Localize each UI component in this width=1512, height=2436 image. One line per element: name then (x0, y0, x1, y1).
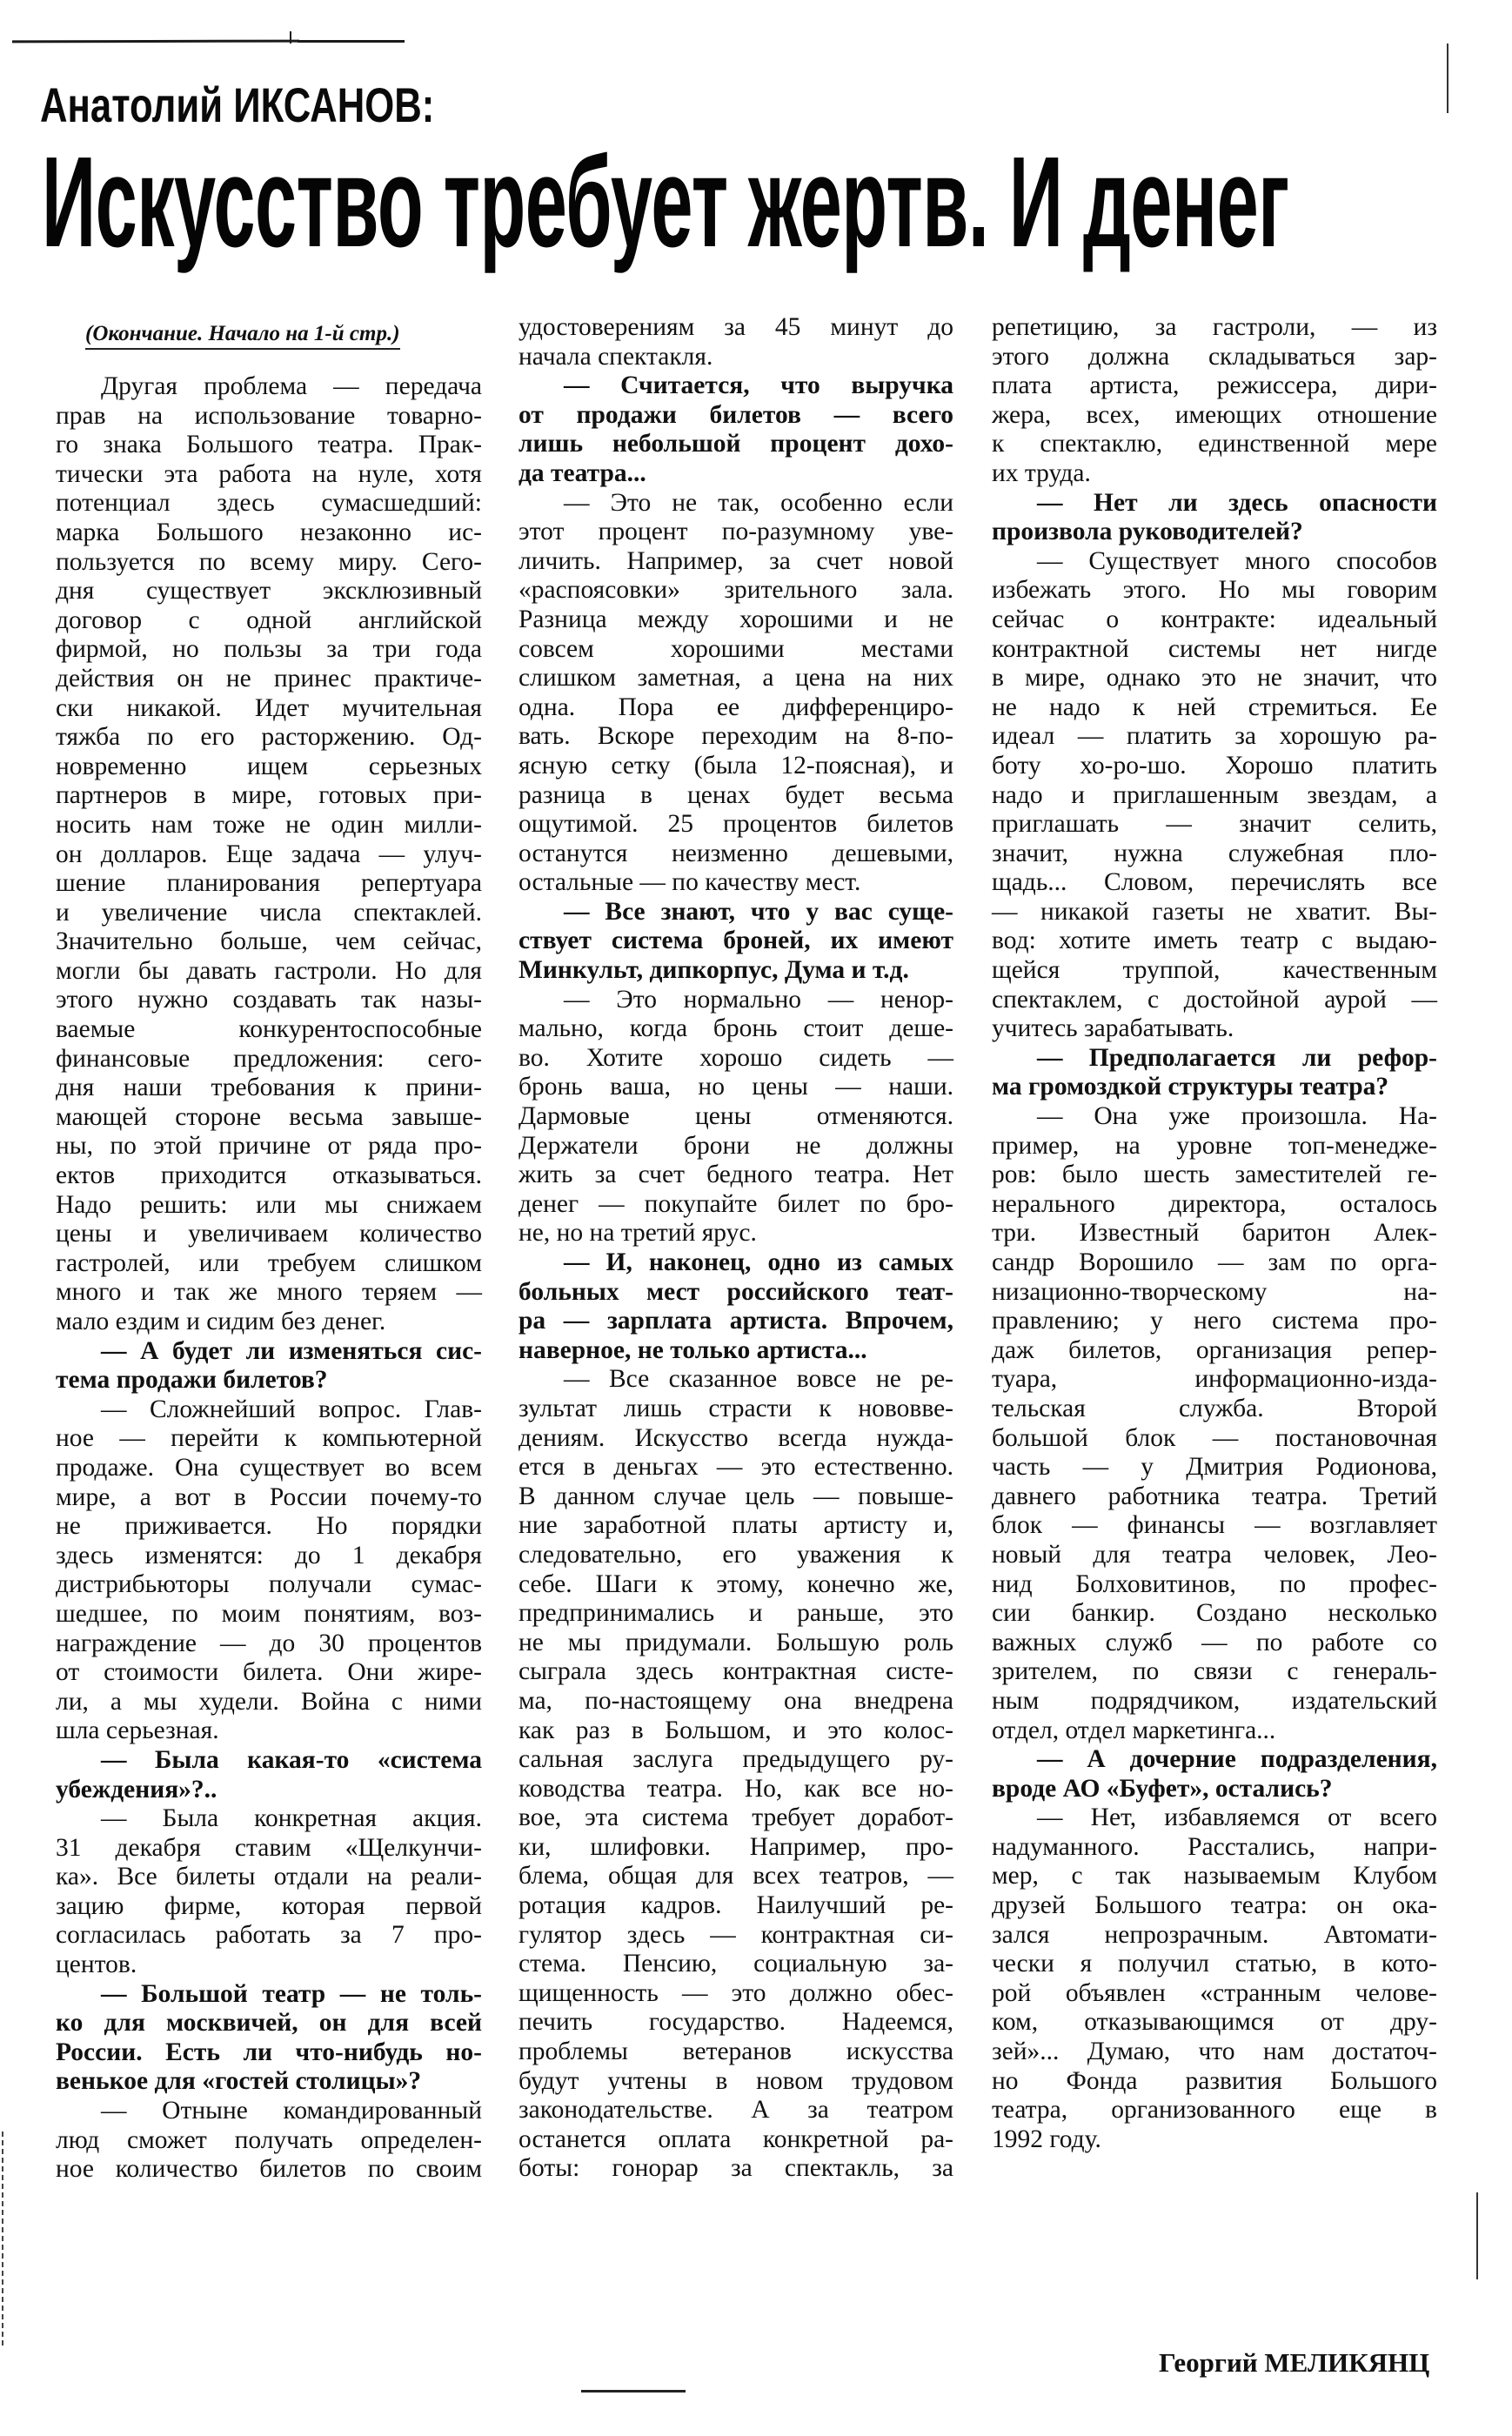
text-line: блема, общая для всех театров, — (518, 1862, 953, 1891)
interview-answer (992, 1804, 1437, 2154)
text-line: не, но на третий ярус. (518, 1219, 757, 1248)
text-line: ко для москвичей, он для всей (56, 2009, 482, 2038)
text-line: тема продажи билетов? (56, 1366, 328, 1395)
text-line: цены и увеличиваем количество (56, 1220, 482, 1248)
interview-answer (992, 547, 1437, 1044)
interview-answer (992, 313, 1437, 489)
text-line: продаже. Она существует во всем (56, 1453, 482, 1482)
text-line: России. Есть ли что-нибудь но- (56, 2038, 482, 2066)
interviewee-name: Анатолий ИКСАНОВ: (40, 77, 435, 132)
text-line: но Фонда развития Большого (992, 2066, 1437, 2095)
text-line: «распоясовки» зрительного зала. (518, 576, 953, 605)
text-line: — Нет, избавляемся от всего (1037, 1804, 1437, 1832)
text-line: вое, эта система требует доработ- (518, 1804, 953, 1832)
text-line: начала спектакля. (518, 342, 713, 371)
text-line: Другая проблема — передача (101, 372, 482, 400)
text-line: театра, организованного еще в (992, 2096, 1437, 2125)
text-line: го знака Большого театра. Прак- (56, 431, 482, 459)
text-line: ние заработной платы артисту и, (518, 1511, 953, 1540)
text-line: убеждения»?.. (56, 1775, 217, 1804)
text-line: в мире, однако это не значит, что (992, 664, 1437, 693)
text-line: пользуется по всему миру. Сего- (56, 547, 482, 576)
text-line: не надо к ней стремиться. Ее (992, 693, 1437, 721)
text-line: сальная заслуга предыдущего ру- (518, 1745, 953, 1774)
text-line: лишь небольшой процент дохо- (518, 430, 953, 458)
text-line: законодательстве. А за театром (518, 2096, 953, 2125)
text-line: Держатели брони не должны (518, 1131, 953, 1160)
text-line: жить за счет бедного театра. Нет (518, 1161, 953, 1189)
text-line: низационно-творческому на- (992, 1277, 1437, 1306)
text-line: ма, по-настоящему она внедрена (518, 1686, 953, 1715)
text-line: финансовые предложения: сего- (56, 1044, 482, 1073)
text-line: люд сможет получать определен- (56, 2125, 482, 2154)
text-line: ны, по этой причине от ряда про- (56, 1132, 482, 1161)
text-line: останутся неизменно дешевыми, (518, 839, 953, 867)
text-line: — Отныне командированный (101, 2097, 482, 2125)
text-line: боту хо-ро-шо. Хорошо платить (992, 751, 1437, 780)
text-line: ротация кадров. Наилучший ре- (518, 1891, 953, 1920)
text-line: — Все знают, что у вас суще- (564, 897, 953, 926)
right-frame-line-bottom (1476, 2192, 1478, 2279)
text-line: мало ездим и сидим без денег. (56, 1308, 386, 1335)
text-line: к спектаклю, единственной мере (992, 430, 1437, 458)
text-line: нид Болховитинов, по профес- (992, 1569, 1437, 1598)
text-line: действия он не принес практиче- (56, 664, 482, 693)
top-rule-right (298, 40, 405, 43)
text-line: — И, наконец, одно из самых (564, 1248, 953, 1276)
text-line: — Считается, что выручка (564, 371, 953, 400)
text-line: учитесь зарабатывать. (992, 1014, 1234, 1043)
interview-answer (992, 1102, 1437, 1745)
text-line: важных служб — по работе со (992, 1628, 1437, 1656)
text-line: останется оплата конкретной ра- (518, 2125, 953, 2153)
text-line: — А дочерние подразделения, (1037, 1745, 1437, 1774)
text-line: щейся труппой, качественным (992, 956, 1437, 985)
text-line: контрактной системы нет нигде (992, 634, 1437, 663)
text-line: предпринимались и раньше, это (518, 1599, 953, 1628)
text-line: жера, всех, имеющих отношение (992, 400, 1437, 429)
text-line: Дармовые цены отменяются. (518, 1102, 953, 1131)
text-line: ра — зарплата артиста. Впрочем, (518, 1307, 953, 1335)
text-line: ясную сетку (была 12-поясная), и (518, 751, 953, 780)
text-line: бронь ваша, но цены — наши. (518, 1073, 953, 1101)
interview-question (992, 489, 1437, 547)
article-column-1 (56, 372, 482, 2185)
text-line: ски никакой. Идет мучительная (56, 693, 482, 722)
text-line: остальные — по качеству мест. (518, 868, 861, 897)
text-line: дня существует эксклюзивный (56, 577, 482, 606)
text-line: гастролей, или требуем слишком (56, 1248, 482, 1277)
text-line: правлению; у него система про- (992, 1307, 1437, 1335)
right-frame-line (1447, 44, 1448, 113)
text-line: вод: хотите иметь театр с выдаю- (992, 927, 1437, 955)
text-line: вроде АО «Буфет», остались? (992, 1774, 1333, 1803)
interview-question (518, 898, 953, 986)
text-line: избежать этого. Но мы говорим (992, 576, 1437, 605)
interview-question (992, 1044, 1437, 1102)
interview-answer (56, 1395, 482, 1746)
text-line: сии банкир. Создано несколько (992, 1599, 1437, 1628)
text-line: даж билетов, организация репер- (992, 1335, 1437, 1364)
text-line: денег — покупайте билет по бро- (518, 1189, 953, 1218)
text-line: слишком заметная, а цена на них (518, 664, 953, 693)
text-line: ров: было шесть заместителей ге- (992, 1161, 1437, 1189)
text-line: мающей стороне весьма завыше- (56, 1102, 482, 1131)
text-line: — Предполагается ли рефор- (1037, 1043, 1437, 1072)
text-line: ствует система броней, их имеют (518, 927, 953, 955)
text-line: значит, нужна служебная пло- (992, 839, 1437, 867)
interview-answer (518, 1365, 953, 2184)
text-line: Разница между хорошими и не (518, 605, 953, 633)
interview-question (518, 1248, 953, 1365)
interview-answer (518, 313, 953, 371)
text-line: как раз в Большом, и это колос- (518, 1716, 953, 1744)
left-frame-line (2, 2132, 3, 2349)
interview-answer (518, 489, 953, 898)
text-line: этого нужно создавать так назы- (56, 986, 482, 1014)
text-line: спектаклем, с достойной аурой — (992, 985, 1437, 1014)
text-line: сандр Ворошило — зам по орга- (992, 1248, 1437, 1276)
text-line: — Нет ли здесь опасности (1037, 488, 1437, 517)
text-line: надо и приглашенным звездам, а (992, 780, 1437, 809)
text-line: идеал — платить за хорошую ра- (992, 722, 1437, 751)
top-rule-tick (290, 31, 291, 44)
text-line: вать. Вскоре переходим на 8-по- (518, 722, 953, 751)
text-line: больных мест российского теат- (518, 1277, 953, 1306)
text-line: да театра... (518, 458, 646, 487)
text-line: ным подрядчиком, издательский (992, 1686, 1437, 1715)
text-line: нерального директора, осталось (992, 1189, 1437, 1218)
text-line: печить государство. Надеемся, (518, 2008, 953, 2037)
text-line: приглашать — значит селить, (992, 810, 1437, 839)
article-column-3 (992, 313, 1437, 2154)
text-line: прав на использование товарно- (56, 401, 482, 430)
text-line: следовательно, его уважения к (518, 1540, 953, 1569)
text-line: Надо решить: или мы снижаем (56, 1190, 482, 1219)
top-rule (12, 40, 299, 44)
text-line: зультат лишь страсти к нововве- (518, 1394, 953, 1422)
text-line: — А будет ли изменяться сис- (101, 1336, 482, 1365)
text-line: здесь изменятся: до 1 декабря (56, 1541, 482, 1569)
text-line: себе. Шаги к этому, конечно же, (518, 1569, 953, 1598)
text-line: Значительно больше, чем сейчас, (56, 927, 482, 956)
text-line: договор с одной английской (56, 606, 482, 634)
text-line: удостоверениям за 45 минут до (518, 313, 953, 341)
text-line: сейчас о контракте: идеальный (992, 605, 1437, 633)
text-line: — Она уже произошла. На- (1037, 1102, 1437, 1131)
text-line: зрителем, по связи с генераль- (992, 1657, 1437, 1686)
text-line: — Была конкретная акция. (101, 1804, 482, 1833)
text-line: зей»... Думаю, что нам достаточ- (992, 2038, 1437, 2066)
text-line: совсем хорошими местами (518, 634, 953, 663)
text-line: пример, на уровне топ-менедже- (992, 1131, 1437, 1160)
text-line: новременно ищем серьезных (56, 752, 482, 780)
author-signature: Георгий МЕЛИКЯНЦ (1159, 2347, 1430, 2378)
text-line: ли, а мы худели. Война с ними (56, 1687, 482, 1716)
text-line: личить. Например, за счет новой (518, 546, 953, 575)
text-line: друзей Большого театра: он ока- (992, 1891, 1437, 1920)
text-line: и увеличение числа спектаклей. (56, 898, 482, 927)
text-line: ощутимой. 25 процентов билетов (518, 810, 953, 839)
text-line: не мы придумали. Большую роль (518, 1628, 953, 1656)
text-line: ки, шлифовки. Например, про- (518, 1832, 953, 1861)
interview-question (56, 1337, 482, 1395)
text-line: — Была какая-то «система (101, 1745, 482, 1774)
text-line: ма громоздкой структуры театра? (992, 1073, 1389, 1101)
text-line: центов. (56, 1951, 137, 1979)
text-line: не приживается. Но порядки (56, 1512, 482, 1541)
text-line: три. Известный баритон Алек- (992, 1219, 1437, 1248)
text-line: 31 декабря ставим «Щелкунчи- (56, 1833, 482, 1862)
text-line: от продажи билетов — всего (518, 400, 953, 429)
text-line: этого должна складываться зар- (992, 342, 1437, 371)
text-line: ководства театра. Но, как все но- (518, 1774, 953, 1803)
text-line: плата артиста, режиссера, дири- (992, 371, 1437, 400)
text-line: блок — финансы — возглавляет (992, 1511, 1437, 1540)
text-line: ное количество билетов по своим (56, 2155, 482, 2184)
interview-answer (56, 1804, 482, 1980)
text-line: гулятор здесь — контрактная си- (518, 1920, 953, 1949)
text-line: — Все сказанное вовсе не ре- (564, 1365, 953, 1394)
text-line: — Существует много способов (1037, 546, 1437, 575)
text-line: — Большой театр — не толь- (101, 1979, 482, 2008)
text-line: этот процент по-разумному уве- (518, 518, 953, 546)
text-line: наверное, не только артиста... (518, 1335, 867, 1364)
text-line: могли бы давать гастроли. Но для (56, 956, 482, 985)
text-line: проблемы ветеранов искусства (518, 2038, 953, 2066)
text-line: новый для театра человек, Лео- (992, 1540, 1437, 1569)
text-line: часть — у Дмитрия Родионова, (992, 1453, 1437, 1482)
text-line: туара, информационно-изда- (992, 1365, 1437, 1394)
interview-question (56, 1746, 482, 1804)
text-line: согласилась работать за 7 про- (56, 1921, 482, 1950)
text-line: от стоимости билета. Они жире- (56, 1658, 482, 1687)
text-line: он долларов. Еще задача — улуч- (56, 840, 482, 868)
text-line: ектов приходится отказываться. (56, 1161, 482, 1190)
text-line: потенциал здесь сумасшедший: (56, 489, 482, 518)
text-line: ваемые конкурентоспособные (56, 1015, 482, 1044)
article-headline: Искусство требует жертв. И денег (42, 130, 1289, 274)
text-line: сыграла здесь контрактная систе- (518, 1657, 953, 1686)
text-line: тяжба по его расторжению. Од- (56, 723, 482, 752)
text-line: зацию фирме, которая первой (56, 1891, 482, 1920)
text-line: ка». Все билеты отдали на реали- (56, 1863, 482, 1891)
text-line: 1992 году. (992, 2125, 1101, 2153)
text-line: Минкульт, дипкорпус, Дума и т.д. (518, 956, 909, 985)
text-line: шение планирования репертуара (56, 869, 482, 898)
text-line: их труда. (992, 458, 1091, 487)
text-line: ное — перейти к компьютерной (56, 1424, 482, 1453)
text-line: разница в ценах будет весьма (518, 780, 953, 809)
text-line: чески я получил статью, в кото- (992, 1950, 1437, 1978)
text-line: дня наши требования к прини- (56, 1074, 482, 1102)
interview-question (56, 1980, 482, 2097)
text-line: надуманного. Расстались, напри- (992, 1832, 1437, 1861)
interview-answer (518, 986, 953, 1248)
article-column-2 (518, 313, 953, 2184)
text-line: — Это не так, особенно если (564, 488, 953, 517)
text-line: репетицию, за гастроли, — из (992, 313, 1437, 341)
text-line: щадь... Словом, перечислять все (992, 868, 1437, 897)
text-line: мер, с так называемым Клубом (992, 1862, 1437, 1891)
text-line: шедшее, по моим понятиям, воз- (56, 1599, 482, 1628)
text-line: боты: гонорар за спектакль, за (518, 2154, 953, 2183)
text-line: мально, когда бронь стоит деше- (518, 1014, 953, 1043)
interview-question (518, 371, 953, 488)
interview-answer (56, 372, 482, 1337)
text-line: марка Большого незаконно ис- (56, 518, 482, 546)
bottom-rule (581, 2390, 686, 2392)
text-line: ком, отказывающимся от дру- (992, 2008, 1437, 2037)
text-line: щищенность — это должно обес- (518, 1978, 953, 2007)
text-line: тельская служба. Второй (992, 1394, 1437, 1422)
text-line: давнего работника театра. Третий (992, 1482, 1437, 1510)
text-line: — Это нормально — ненор- (564, 985, 953, 1014)
text-line: награждение — до 30 процентов (56, 1629, 482, 1657)
text-line: — никакой газеты не хватит. Вы- (992, 897, 1437, 926)
text-line: тически эта работа на нуле, хотя (56, 459, 482, 488)
text-line: рой объявлен «странным челове- (992, 1978, 1437, 2007)
text-line: шла серьезная. (56, 1717, 219, 1745)
text-line: дистрибьюторы получали сумас- (56, 1570, 482, 1599)
text-line: одна. Пора ее дифференциро- (518, 693, 953, 721)
text-line: много и так же много теряем — (56, 1278, 482, 1307)
text-line: венькое для «гостей столицы»? (56, 2067, 422, 2096)
text-line: стема. Пенсию, социальную за- (518, 1950, 953, 1978)
text-line: партнеров в мире, готовых при- (56, 781, 482, 810)
interview-answer (56, 2097, 482, 2185)
text-line: произвола руководителей? (992, 518, 1303, 546)
text-line: будут учтены в новом трудовом (518, 2066, 953, 2095)
text-line: во. Хотите хорошо сидеть — (518, 1043, 953, 1072)
text-line: — Сложнейший вопрос. Глав- (101, 1395, 482, 1423)
text-line: мире, а вот в России почему-то (56, 1482, 482, 1511)
continuation-note: (Окончание. Начало на 1-й стр.) (85, 322, 400, 350)
text-line: фирмой, но пользы за три года (56, 635, 482, 664)
text-line: ется в деньгах — это естественно. (518, 1453, 953, 1482)
text-line: носить нам тоже не один милли- (56, 810, 482, 839)
text-line: отдел, отдел маркетинга... (992, 1716, 1276, 1744)
text-line: В данном случае цель — повыше- (518, 1482, 953, 1510)
text-line: большой блок — постановочная (992, 1423, 1437, 1452)
text-line: дениям. Искусство всегда нужда- (518, 1423, 953, 1452)
interview-question (992, 1745, 1437, 1804)
text-line: зался непрозрачным. Автомати- (992, 1920, 1437, 1949)
